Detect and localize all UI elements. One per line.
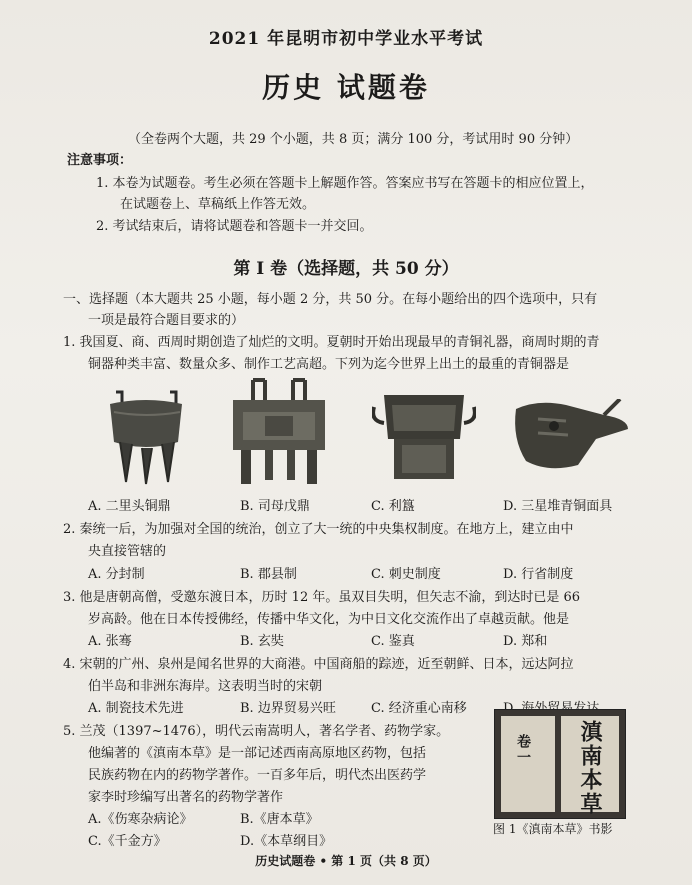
question-4-text: 4. 宋朝的广州、泉州是闻名世界的大商港。中国商船的踪迹，近至朝鲜、日本，远达阿拉	[63, 657, 574, 672]
question-1-option-d[interactable]: D. 三星堆青铜面具	[503, 499, 613, 514]
figure-caption: 图 1《滇南本草》书影	[493, 822, 613, 836]
question-4-text-cont: 伯半岛和非洲东海岸。这表明当时的宋朝	[88, 679, 323, 694]
question-4-option-a[interactable]: A. 制瓷技术先进	[88, 701, 184, 716]
section-intro: 一、选择题（本大题共 25 小题，每小题 2 分，共 50 分。在每小题给出的四个选项中，只有	[63, 292, 598, 307]
question-1-text-cont: 铜器种类丰富、数量众多、制作工艺高超。下列为迄今世界上出土的最重的青铜器是	[88, 357, 570, 372]
page-footer: 历史试题卷 • 第 1 页（共 8 页）	[255, 854, 437, 868]
section-intro-cont: 一项是最符合题目要求的）	[88, 313, 245, 328]
question-1-option-a[interactable]: A. 二里头铜鼎	[88, 499, 171, 514]
question-2-text: 2. 秦统一后，为加强对全国的统治，创立了大一统的中央集权制度。在地方上，建立由中	[63, 522, 574, 537]
question-4-option-c[interactable]: C. 经济重心南移	[371, 701, 467, 716]
exam-title: 2021 年昆明市初中学业水平考试	[208, 29, 484, 49]
notice-heading: 注意事项：	[67, 153, 133, 168]
question-2-option-c[interactable]: C. 刺史制度	[371, 567, 441, 582]
question-3-option-a[interactable]: A. 张骞	[88, 634, 132, 649]
exam-info: （全卷两个大题，共 29 个小题，共 8 页；满分 100 分，考试用时 90 分钟）	[128, 132, 579, 147]
dian-nan-ben-cao-book-image	[494, 709, 626, 819]
book-side-text: 卷一	[515, 734, 531, 766]
question-3-option-d[interactable]: D. 郑和	[503, 634, 548, 649]
notice-item-1-cont: 在试题卷上、草稿纸上作答无效。	[120, 197, 316, 212]
bronze-sanxingdui-mask-image	[508, 399, 632, 473]
question-2-text-cont: 央直接管辖的	[88, 544, 167, 559]
question-3-text: 3. 他是唐朝高僧，受邀东渡日本，历时 12 年。虽双目失明，但矢志不渝，到达时已是 66	[63, 590, 581, 605]
question-5-option-c[interactable]: C.《千金方》	[88, 834, 167, 849]
question-2-option-a[interactable]: A. 分封制	[88, 567, 145, 582]
question-4-option-b[interactable]: B. 边界贸易兴旺	[240, 701, 336, 716]
question-3-option-b[interactable]: B. 玄奘	[240, 634, 284, 649]
question-1-text: 1. 我国夏、商、西周时期创造了灿烂的文明。夏朝时开始出现最早的青铜礼器，商周时期的青	[63, 335, 600, 350]
question-1-option-c[interactable]: C. 利簋	[371, 499, 415, 514]
bronze-li-gui-image	[372, 387, 476, 483]
paper-title: 历史 试题卷	[262, 71, 430, 104]
question-5-option-b[interactable]: B.《唐本草》	[240, 812, 319, 827]
question-1-option-b[interactable]: B. 司母戊鼎	[240, 499, 310, 514]
question-5-text-cont-2: 民族药物在内的药物学著作。一百多年后，明代杰出医药学	[88, 768, 427, 783]
notice-item-1: 1. 本卷为试题卷。考生必须在答题卡上解题作答。答案应书写在答题卡的相应位置上，	[96, 176, 594, 191]
question-2-option-d[interactable]: D. 行省制度	[503, 567, 574, 582]
question-5-text: 5. 兰茂（1397~1476），明代云南嵩明人，著名学者、药物学家。	[63, 724, 450, 739]
question-3-text-cont: 岁高龄。他在日本传授佛经，传播中华文化，为中日文化交流作出了卓越贡献。他是	[88, 612, 570, 627]
question-5-text-cont-1: 他编著的《滇南本草》是一部记述西南高原地区药物，包括	[88, 746, 427, 761]
section-title: 第 I 卷（选择题，共 50 分）	[233, 259, 459, 279]
book-title-text: 滇南本草	[577, 720, 603, 816]
bronze-ding-erlitou-image	[100, 378, 192, 486]
question-5-option-d[interactable]: D.《本草纲目》	[240, 834, 333, 849]
notice-item-2: 2. 考试结束后，请将试题卷和答题卡一并交回。	[96, 219, 373, 234]
question-5-option-a[interactable]: A.《伤寒杂病论》	[88, 812, 193, 827]
bronze-simuwu-ding-image	[225, 376, 333, 488]
question-3-option-c[interactable]: C. 鉴真	[371, 634, 415, 649]
question-5-text-cont-3: 家李时珍编写出著名的药物学著作	[88, 790, 284, 805]
question-2-option-b[interactable]: B. 郡县制	[240, 567, 297, 582]
